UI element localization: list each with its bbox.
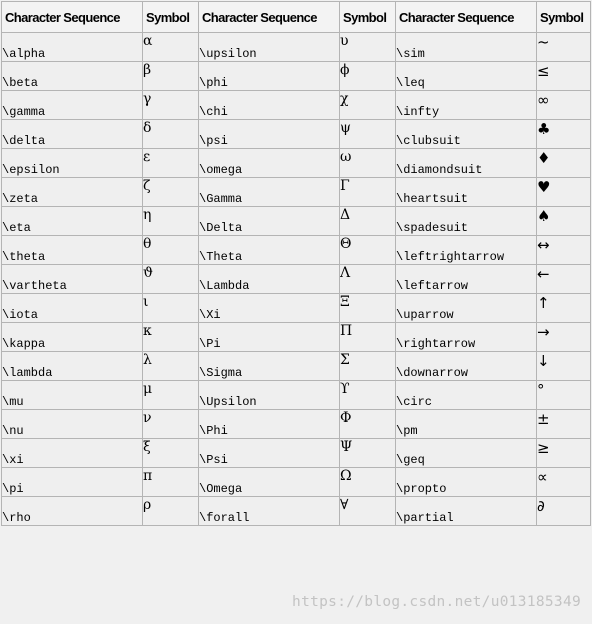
symbol-cell: ϒ [340, 381, 396, 410]
sequence-cell: \nu [2, 410, 143, 439]
table-row [2, 439, 591, 468]
sequence-cell: \omega [199, 149, 340, 178]
table-row [2, 149, 591, 178]
symbol-cell: ε [143, 149, 199, 178]
sequence-cell: \epsilon [2, 149, 143, 178]
sequence-cell: \lambda [2, 352, 143, 381]
table-row [2, 381, 591, 410]
symbol-cell: ↔ [537, 236, 591, 265]
sequence-cell: \Sigma [199, 352, 340, 381]
sequence-cell: \leftarrow [396, 265, 537, 294]
sequence-cell: \alpha [2, 33, 143, 62]
sequence-cell: \gamma [2, 91, 143, 120]
symbol-cell: ° [537, 381, 591, 410]
symbol-cell: ι [143, 294, 199, 323]
symbol-cell: ν [143, 410, 199, 439]
column-header-symbol: Symbol [340, 2, 396, 33]
table-row [2, 236, 591, 265]
sequence-cell: \psi [199, 120, 340, 149]
sequence-cell: \leq [396, 62, 537, 91]
table-row [2, 352, 591, 381]
table-row [2, 91, 591, 120]
sequence-cell: \leftrightarrow [396, 236, 537, 265]
symbol-cell: ± [537, 410, 591, 439]
sequence-cell: \partial [396, 497, 537, 526]
table-row [2, 323, 591, 352]
table-row [2, 294, 591, 323]
sequence-cell: \sim [396, 33, 537, 62]
symbol-cell: ↑ [537, 294, 591, 323]
symbol-cell: ≤ [537, 62, 591, 91]
symbol-cell: ψ [340, 120, 396, 149]
sequence-cell: \infty [396, 91, 537, 120]
sequence-cell: \mu [2, 381, 143, 410]
symbol-cell: λ [143, 352, 199, 381]
sequence-cell: \spadesuit [396, 207, 537, 236]
table-row [2, 497, 591, 526]
sequence-cell: \downarrow [396, 352, 537, 381]
table-row [2, 33, 591, 62]
symbol-cell: μ [143, 381, 199, 410]
sequence-cell: \heartsuit [396, 178, 537, 207]
symbol-cell: χ [340, 91, 396, 120]
symbol-cell: ↓ [537, 352, 591, 381]
symbol-cell: ♣ [537, 120, 591, 149]
symbol-cell: ≥ [537, 439, 591, 468]
symbol-cell: → [537, 323, 591, 352]
sequence-cell: \circ [396, 381, 537, 410]
column-header-sequence: Character Sequence [199, 2, 340, 33]
symbol-cell: ∝ [537, 468, 591, 497]
watermark: https://blog.csdn.net/u013185349 [292, 594, 581, 610]
symbol-cell: ϕ [340, 62, 396, 91]
column-header-sequence: Character Sequence [396, 2, 537, 33]
symbol-cell: ∂ [537, 497, 591, 526]
sequence-cell: \delta [2, 120, 143, 149]
symbol-table [1, 1, 591, 526]
sequence-cell: \zeta [2, 178, 143, 207]
table-row [2, 265, 591, 294]
symbol-cell: ~ [537, 33, 591, 62]
symbol-cell: ♥ [537, 178, 591, 207]
sequence-cell: \rho [2, 497, 143, 526]
sequence-cell: \uparrow [396, 294, 537, 323]
table-row [2, 207, 591, 236]
sequence-cell: \Xi [199, 294, 340, 323]
symbol-cell: π [143, 468, 199, 497]
symbol-cell: κ [143, 323, 199, 352]
sequence-cell: \geq [396, 439, 537, 468]
symbol-cell: Γ [340, 178, 396, 207]
symbol-cell: Λ [340, 265, 396, 294]
sequence-cell: \Theta [199, 236, 340, 265]
sequence-cell: \theta [2, 236, 143, 265]
sequence-cell: \Delta [199, 207, 340, 236]
symbol-cell: η [143, 207, 199, 236]
symbol-cell: ← [537, 265, 591, 294]
symbol-cell: Φ [340, 410, 396, 439]
sequence-cell: \iota [2, 294, 143, 323]
symbol-cell: Ω [340, 468, 396, 497]
sequence-cell: \Pi [199, 323, 340, 352]
symbol-cell: δ [143, 120, 199, 149]
symbol-cell: ω [340, 149, 396, 178]
column-header-sequence: Character Sequence [2, 2, 143, 33]
symbol-cell: ζ [143, 178, 199, 207]
symbol-cell: α [143, 33, 199, 62]
table-row [2, 62, 591, 91]
symbol-cell: Δ [340, 207, 396, 236]
sequence-cell: \kappa [2, 323, 143, 352]
header-row [2, 2, 591, 33]
sequence-cell: \Lambda [199, 265, 340, 294]
table-row [2, 120, 591, 149]
symbol-cell: θ [143, 236, 199, 265]
sequence-cell: \clubsuit [396, 120, 537, 149]
column-header-symbol: Symbol [143, 2, 199, 33]
sequence-cell: \forall [199, 497, 340, 526]
sequence-cell: \pm [396, 410, 537, 439]
sequence-cell: \chi [199, 91, 340, 120]
symbol-cell: ∀ [340, 497, 396, 526]
sequence-cell: \xi [2, 439, 143, 468]
symbol-cell: ρ [143, 497, 199, 526]
sequence-cell: \upsilon [199, 33, 340, 62]
symbol-cell: ∞ [537, 91, 591, 120]
sequence-cell: \beta [2, 62, 143, 91]
sequence-cell: \Psi [199, 439, 340, 468]
symbol-cell: ♠ [537, 207, 591, 236]
sequence-cell: \phi [199, 62, 340, 91]
sequence-cell: \pi [2, 468, 143, 497]
sequence-cell: \Upsilon [199, 381, 340, 410]
column-header-symbol: Symbol [537, 2, 591, 33]
table-row [2, 468, 591, 497]
table-row [2, 410, 591, 439]
sequence-cell: \vartheta [2, 265, 143, 294]
symbol-cell: ϑ [143, 265, 199, 294]
sequence-cell: \Phi [199, 410, 340, 439]
symbol-cell: Ξ [340, 294, 396, 323]
symbol-cell: β [143, 62, 199, 91]
table-row [2, 178, 591, 207]
symbol-cell: υ [340, 33, 396, 62]
sequence-cell: \eta [2, 207, 143, 236]
sequence-cell: \Omega [199, 468, 340, 497]
symbol-cell: ♦ [537, 149, 591, 178]
sequence-cell: \Gamma [199, 178, 340, 207]
symbol-cell: γ [143, 91, 199, 120]
symbol-cell: Ψ [340, 439, 396, 468]
sequence-cell: \rightarrow [396, 323, 537, 352]
sequence-cell: \diamondsuit [396, 149, 537, 178]
symbol-cell: Π [340, 323, 396, 352]
table-body [2, 33, 591, 526]
symbol-cell: Θ [340, 236, 396, 265]
symbol-cell: Σ [340, 352, 396, 381]
symbol-cell: ξ [143, 439, 199, 468]
sequence-cell: \propto [396, 468, 537, 497]
